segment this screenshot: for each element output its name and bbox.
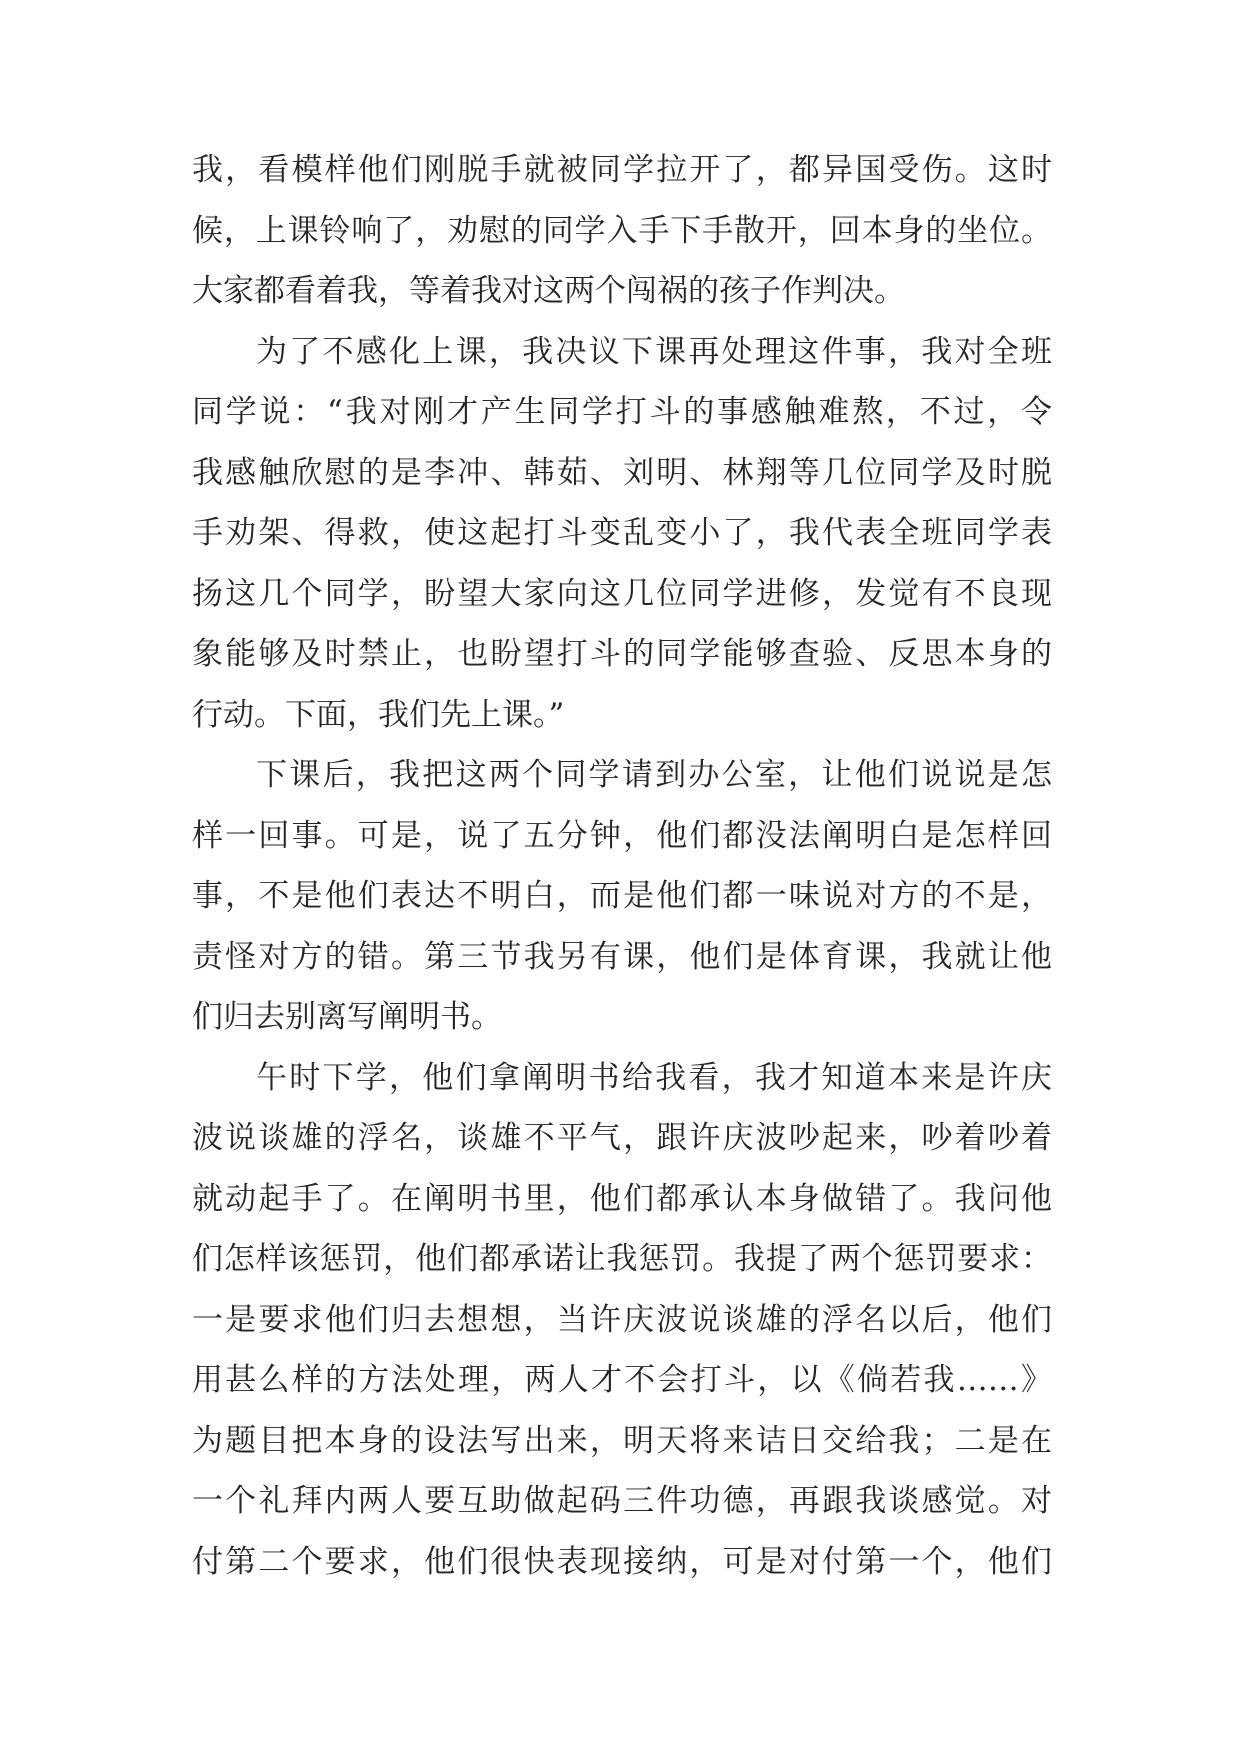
text-line: 付第二个要求，他们很快表现接纳，可是对付第一个，他们 <box>192 1543 1052 1580</box>
text-line: 责怪对方的错。第三节我另有课，他们是体育课，我就让他 <box>192 938 1052 975</box>
paragraph-first-line: 下课后，我把这两个同学请到办公室，让他们说说是怎 <box>256 757 1052 793</box>
text-line: 一个礼拜内两人要互助做起码三件功德，再跟我谈感觉。对 <box>192 1483 1052 1519</box>
text-line: 手劝架、得救，使这起打斗变乱变小了，我代表全班同学表 <box>192 515 1052 551</box>
text-line: 一是要求他们归去想想，当许庆波说谈雄的浮名以后，他们 <box>192 1301 1052 1338</box>
paragraph-first-line: 午时下学，他们拿阐明书给我看，我才知道本来是许庆 <box>256 1059 1052 1096</box>
paragraph-first-line: 为了不感化上课，我决议下课再处理这件事，我对全班 <box>256 333 1052 370</box>
text-line: 为题目把本身的设法写出来，明天将来诘日交给我；二是在 <box>192 1422 1052 1459</box>
text-line: 就动起手了。在阐明书里，他们都承认本身做错了。我问他 <box>192 1180 1052 1217</box>
text-line: 同学说：“我对刚才产生同学打斗的事感触难熬，不过，令 <box>192 394 1052 430</box>
text-line: 大家都看着我，等着我对这两个闯祸的孩子作判决。 <box>192 273 905 309</box>
text-line: 我，看模样他们刚脱手就被同学拉开了，都异国受伤。这时 <box>192 152 1052 188</box>
text-line: 我感触欣慰的是李冲、韩茹、刘明、林翔等几位同学及时脱 <box>192 454 1052 491</box>
text-line: 候，上课铃响了，劝慰的同学入手下手散开，回本身的坐位。 <box>192 212 1052 249</box>
text-line: 波说谈雄的浮名，谈雄不平气，跟许庆波吵起来，吵着吵着 <box>192 1120 1052 1156</box>
text-line: 象能够及时禁止，也盼望打斗的同学能够查验、反思本身的 <box>192 636 1052 672</box>
text-line: 行动。下面，我们先上课。” <box>192 696 565 733</box>
text-line: 事，不是他们表达不明白，而是他们都一味说对方的不是， <box>192 878 1052 914</box>
document-body <box>192 140 1052 1592</box>
text-line: 们归去别离写阐明书。 <box>192 999 502 1035</box>
text-line: 们怎样该惩罚，他们都承诺让我惩罚。我提了两个惩罚要求： <box>192 1241 1052 1277</box>
text-line: 样一回事。可是，说了五分钟，他们都没法阐明白是怎样回 <box>192 817 1052 854</box>
text-line: 扬这几个同学，盼望大家向这几位同学进修，发觉有不良现 <box>192 575 1052 612</box>
text-line: 用甚么样的方法处理，两人才不会打斗，以《倘若我……》 <box>192 1362 1052 1398</box>
